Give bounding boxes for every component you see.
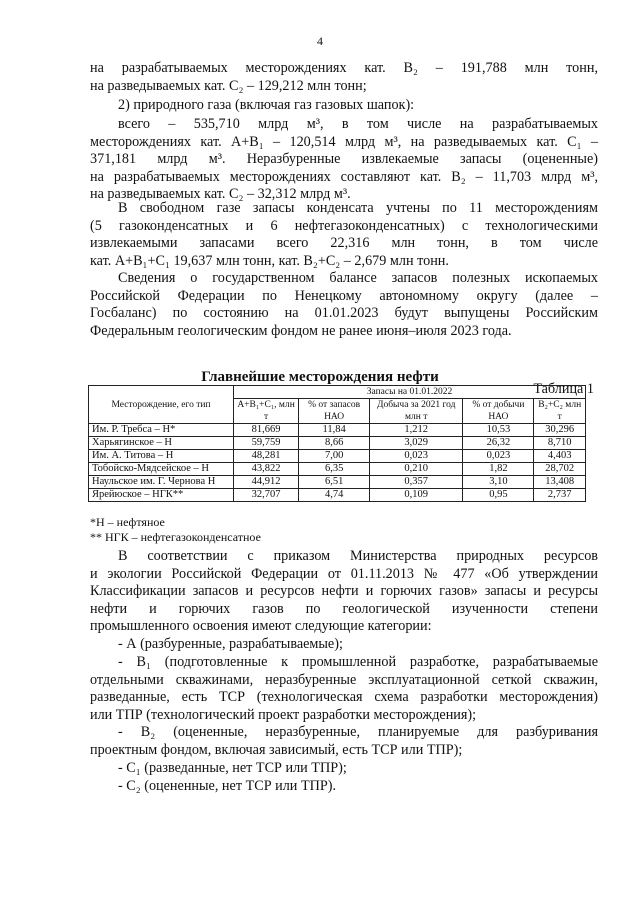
cell: 4,403 <box>534 450 586 463</box>
cell: 26,32 <box>463 437 534 450</box>
table-row <box>89 463 586 476</box>
paragraph-gas-heading <box>90 97 598 115</box>
cell: 0,95 <box>463 489 534 502</box>
cell: 1,212 <box>370 424 463 437</box>
cell: 0,109 <box>370 489 463 502</box>
text-line: разведанные, есть ТСР (технологическая схема разработки месторождения) <box>90 689 598 706</box>
text-line: 2) природного газа (включая газ газовых шапок): <box>118 97 415 113</box>
cell: 43,822 <box>234 463 299 476</box>
category-c1 <box>90 760 598 778</box>
text-line: на разрабатываемых месторождениях составляют кат. В₂ – 11,703 млрд м³, <box>90 168 598 185</box>
cell: 11,84 <box>299 424 370 437</box>
field-name: Наульское им. Г. Чернова Н <box>89 476 234 489</box>
cell: 44,912 <box>234 476 299 489</box>
category-c2 <box>90 778 598 796</box>
cell: 3,029 <box>370 437 463 450</box>
table-title: Главнейшие месторождения нефти <box>201 369 439 385</box>
cell: 6,51 <box>299 476 370 489</box>
text-line: промышленного освоения имеют следующие категории: <box>90 618 432 635</box>
page-number: 4 <box>317 34 323 48</box>
text-line: Классификации запасов и ресурсов нефти и горючих газов» запасы и ресурсы <box>90 583 598 600</box>
cell: 28,702 <box>534 463 586 476</box>
field-name: Тобойско-Мядсейское – Н <box>89 463 234 476</box>
table-row <box>89 437 586 450</box>
header-field: Месторождение, его тип <box>89 386 234 424</box>
field-name: Им. Р. Требса – Н* <box>89 424 234 437</box>
paragraph-classification <box>90 548 598 636</box>
field-name: Ярейюское – НГК** <box>89 489 234 502</box>
paragraph-condensate <box>90 200 598 270</box>
text-line: - С₁ (разведанные, нет ТСР или ТПР); <box>118 760 347 776</box>
column-header: А+В₁+С₁, млн т <box>234 399 299 424</box>
column-header: % от добычи НАО <box>463 399 534 424</box>
cell: 32,707 <box>234 489 299 502</box>
text-line: Госбаланс) по состоянию на 01.01.2023 будут выпущены Российским <box>90 305 598 322</box>
text-line: Федеральным геологическим фондом не ранее июня–июля 2023 года. <box>90 322 512 339</box>
text-line: - В₂ (оцененные, неразбуренные, планируемые для разбуривания <box>118 724 598 740</box>
text-line: месторождениях кат. А+В₁ – 120,514 млрд м³, на разведываемых кат. С₁ – <box>90 133 598 150</box>
cell: 59,759 <box>234 437 299 450</box>
cell: 0,023 <box>370 450 463 463</box>
text-line: - А (разбуренные, разрабатываемые); <box>118 636 343 652</box>
table-footnotes <box>90 515 261 545</box>
category-b1 <box>90 654 598 724</box>
text-line: - В₁ (подготовленные к промышленной разработке, разрабатываемые <box>118 654 598 670</box>
text-line: на разрабатываемых месторождениях кат. В₂ – 191,788 млн тонн, <box>90 60 598 76</box>
cell: 1,82 <box>463 463 534 476</box>
cell: 2,737 <box>534 489 586 502</box>
text-line: Российской Федерации по Ненецкому автономному округу (далее – <box>90 287 598 304</box>
text-line: всего – 535,710 млрд м³, в том числе на разрабатываемых <box>118 116 598 132</box>
table-row <box>89 489 586 502</box>
cell: 6,35 <box>299 463 370 476</box>
cell: 0,357 <box>370 476 463 489</box>
field-name: Им. А. Титова – Н <box>89 450 234 463</box>
header-group: Запасы на 01.01.2022 <box>234 386 586 399</box>
text-line: Сведения о государственном балансе запасов полезных ископаемых <box>118 270 598 286</box>
text-line: В свободном газе запасы конденсата учтены по 11 месторождениям <box>118 200 598 216</box>
text-line: кат. А+В₁+С₁ 19,637 млн тонн, кат. В₂+С₂ – 2,679 млн тонн. <box>90 252 449 269</box>
paragraph-gosbalans <box>90 270 598 340</box>
table-row <box>89 424 586 437</box>
cell: 0,210 <box>370 463 463 476</box>
text-line: нефти и горючих газов по геологической изученности степени <box>90 600 598 617</box>
cell: 48,281 <box>234 450 299 463</box>
cell: 4,74 <box>299 489 370 502</box>
cell: 10,53 <box>463 424 534 437</box>
oil-fields-table <box>88 385 586 502</box>
text-line: 371,181 млрд м³. Неразбуренные извлекаемые запасы (оцененные) <box>90 151 598 168</box>
cell: 3,10 <box>463 476 534 489</box>
column-header: Добыча за 2021 год млн т <box>370 399 463 424</box>
text-line: (5 газоконденсатных и 6 нефтегазоконденсатных) с технологическими <box>90 217 598 234</box>
footnote: ** НГК – нефтегазоконденсатное <box>90 530 261 544</box>
text-line: и экологии Российской Федерации от 01.11.2013 № 477 «Об утверждении <box>90 565 598 582</box>
text-line: на разведываемых кат. С₂ – 129,212 млн тонн; <box>90 77 367 94</box>
cell: 81,669 <box>234 424 299 437</box>
footnote: *Н – нефтяное <box>90 515 165 529</box>
text-line: на разведываемых кат. С₂ – 32,312 млрд м³. <box>90 186 351 203</box>
cell: 8,66 <box>299 437 370 450</box>
category-a <box>90 636 598 654</box>
table-row <box>89 450 586 463</box>
cell: 30,296 <box>534 424 586 437</box>
column-header: В₂+С₂ млн т <box>534 399 586 424</box>
table-label: Таблица 1 <box>533 381 594 397</box>
cell: 8,710 <box>534 437 586 450</box>
paragraph-gas-reserves <box>90 116 598 204</box>
paragraph-oil-reserves-cont <box>90 60 598 95</box>
cell: 0,023 <box>463 450 534 463</box>
column-header: % от запасов НАО <box>299 399 370 424</box>
cell: 13,408 <box>534 476 586 489</box>
cell: 7,00 <box>299 450 370 463</box>
category-b2 <box>90 724 598 759</box>
text-line: проектным фондом, включая зависимый, есть ТСР или ТПР); <box>90 741 463 758</box>
table-row <box>89 476 586 489</box>
text-line: извлекаемыми запасами всего 22,316 млн тонн, в том числе <box>90 235 598 252</box>
text-line: отдельными скважинами, неразбуренные эксплуатационной сеткой скважин, <box>90 671 598 688</box>
field-name: Харьягинское – Н <box>89 437 234 450</box>
text-line: - С₂ (оцененные, нет ТСР или ТПР). <box>118 778 337 794</box>
text-line: В соответствии с приказом Министерства природных ресурсов <box>118 548 598 564</box>
text-line: или ТПР (технологический проект разработки месторождения); <box>90 706 477 723</box>
